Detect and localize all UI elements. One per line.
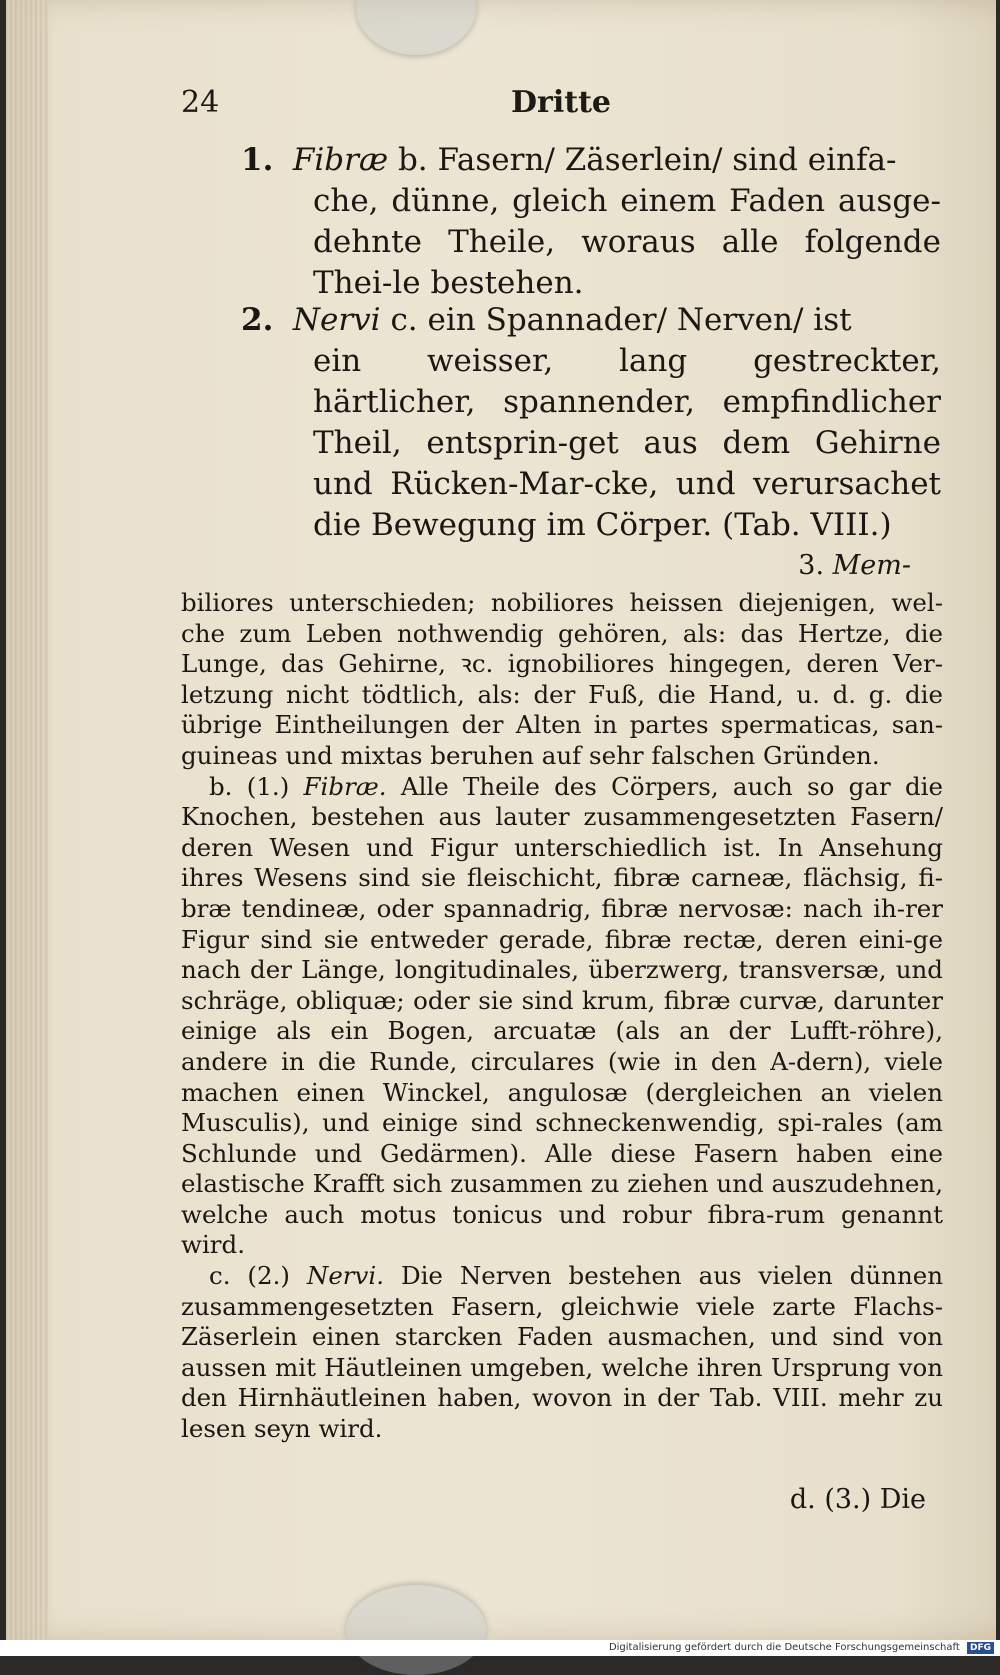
- entry-text-first: ein Spannader/ Nerven/ ist: [427, 302, 852, 338]
- entry-number: 2.: [241, 302, 274, 338]
- note-text: Alle Theile des Cörpers, auch so gar die Knochen, bestehen aus lauter zusammengesetzten Fasern/ deren Wesen und Figur unterschiedlich ist. In Ansehung ihres Wesens sind sie fleischicht, fibræ carneæ, flächsig, fi-bræ tendineæ, oder spannadrig, fibræ nervosæ: nach ih-rer Figur sind sie entweder gerade, fibræ rectæ, deren eini-ge nach der Länge, longitudinales, überzwerg, transversæ, und schräge, obliquæ; oder sie sind krum, fibræ curvæ, darunter einige als ein Bogen, arcuatæ (als an der Lufft-röhre), andere in die Runde, circulares (wie in den A-dern), viele machen einen Winckel, angulosæ (dergleichen an vielen Musculis), und einige sind schneckenwendig, spi-rales (am Schlunde und Gedärmen). Alle diese Fasern haben eine elastische Krafft sich zusammen zu ziehen und auszudehnen, welche auch motus tonicus und robur fibra-rum genannt wird.: [181, 771, 943, 1260]
- digitization-footer: [0, 1640, 1000, 1656]
- entry-text-rest: che, dünne, gleich einem Faden ausge-dehnte Theile, woraus alle folgende Thei-le bestehen.: [313, 183, 941, 301]
- note-label: c. (2.): [209, 1261, 290, 1291]
- entry-note-letter: c.: [390, 302, 418, 338]
- page-number: 24: [181, 85, 220, 120]
- entry-note-letter: b.: [397, 142, 428, 178]
- note-a: biliores unterschieden; nobiliores heissen diejenigen, wel-che zum Leben nothwendig gehören, als: das Hertze, die Lunge, das Gehirne, ꝛc. ignobiliores hingegen, deren Ver-letzung nicht tödtlich, als: der Fuß, die Hand, u. d. g. die übrige Eintheilungen der Alten in partes spermaticas, san-guineas und mixtas beruhen auf sehr falschen Gründen.: [181, 588, 943, 770]
- note-latin: Fibræ.: [303, 771, 387, 801]
- book-page: [6, 0, 996, 1640]
- glass-clip-top: [356, 0, 476, 55]
- entry-text-rest: ein weisser, lang gestreckter, härtlicher, spannender, empfindlicher Theil, entsprin-get aus dem Gehirne und Rücken-Mar-cke, und verursachet die Bewegung im Cörper. (Tab. VIII.): [313, 343, 941, 543]
- note-text: Die Nerven bestehen aus vielen dünnen zusammengesetzten Fasern, gleichwie viele zarte Flachs-Zäserlein einen starcken Faden ausmachen, und sind von aussen mit Häutleinen umgeben, welche ihren Ursprung von den Hirnhäutleinen haben, wovon in der Tab. VIII. mehr zu lesen seyn wird.: [181, 1261, 944, 1444]
- page-header: [181, 85, 941, 129]
- footer-text: Digitalisierung gefördert durch die Deutsche Forschungsgemeinschaft: [608, 1642, 960, 1653]
- entry-number: 1.: [241, 142, 274, 178]
- catchword-latin: Mem-: [832, 550, 911, 581]
- note-b: [181, 772, 943, 1262]
- note-label: b. (1.): [209, 771, 290, 801]
- note-latin: Nervi.: [306, 1261, 384, 1291]
- note-c: [181, 1261, 943, 1445]
- catchword-top: [798, 550, 911, 581]
- glass-clip-bottom: [346, 1585, 486, 1675]
- footnotes: [181, 588, 943, 1445]
- entry-latin-term: Nervi: [292, 302, 381, 338]
- entry-text-first: Fasern/ Zäserlein/ sind einfa-: [437, 142, 897, 178]
- entry-latin-term: Fibræ: [292, 142, 389, 178]
- running-title: Dritte: [511, 85, 612, 120]
- catchword-bottom: d. (3.) Die: [789, 1484, 926, 1515]
- page-edges: [6, 0, 48, 1640]
- catchword-number: 3.: [798, 550, 825, 581]
- dfg-logo: DFG: [967, 1642, 994, 1654]
- entry-fibrae: [241, 140, 941, 304]
- entry-nervi: [241, 300, 941, 546]
